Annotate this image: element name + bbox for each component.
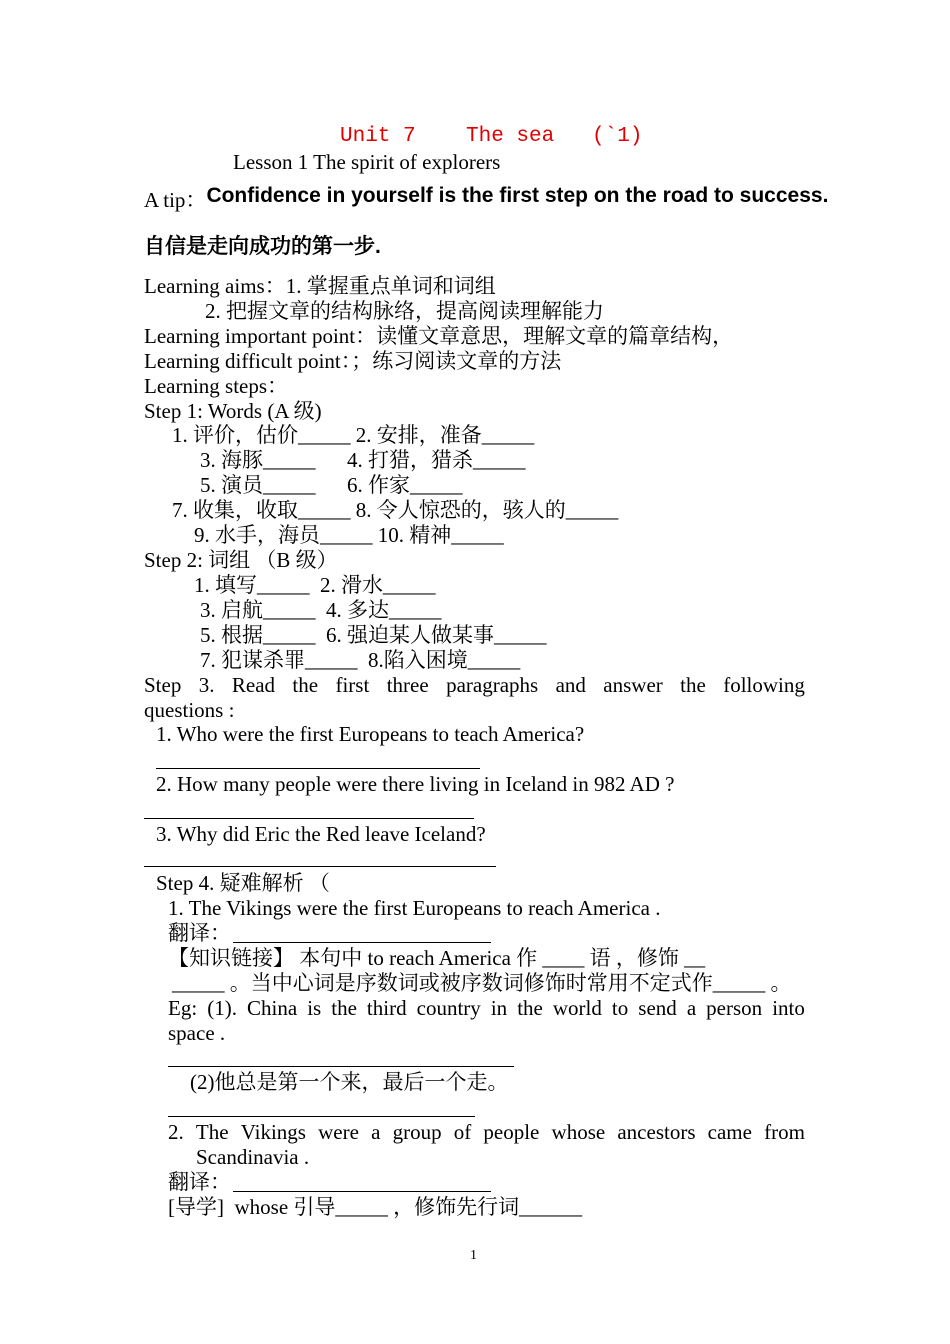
example-1 [168, 996, 805, 1021]
tip-chinese: 自信是走向成功的第一步. [144, 235, 381, 258]
item-word: 2. [168, 1120, 184, 1144]
step2-heading: Step 2: 词组 （B 级） [144, 548, 338, 572]
example-word: world [552, 996, 602, 1020]
item-word: ancestors [617, 1120, 696, 1144]
item-word: whose [551, 1120, 606, 1144]
example-word: the [517, 996, 543, 1020]
question-2: 2. How many people were there living in Iceland in 982 AD ? [156, 772, 675, 796]
step1-heading: Step 1: Words (A 级) [144, 399, 322, 423]
example-1-cont: space . [168, 1021, 226, 1045]
heading-word: Read [231, 673, 276, 697]
learning-difficult-point: Learning difficult point：；练习阅读文章的方法 [144, 349, 562, 373]
example-word: into [772, 996, 805, 1020]
heading-word: following [723, 673, 805, 697]
answer-line [144, 866, 496, 867]
example-word: (1). [207, 996, 237, 1020]
example-word: person [706, 996, 763, 1020]
learning-aims-2: 2. 把握文章的结构脉络，提高阅读理解能力 [205, 299, 604, 323]
answer-line [168, 1066, 514, 1067]
example-word: country [416, 996, 481, 1020]
translate-label: 翻译： [168, 921, 231, 945]
question-3: 3. Why did Eric the Red leave Iceland? [156, 822, 486, 846]
heading-word: answer [603, 673, 663, 697]
answer-line [233, 942, 491, 943]
heading-word: Step [144, 673, 182, 697]
learning-steps: Learning steps： [144, 374, 289, 398]
guide-line: [导学] whose 引导_____ ，修饰先行词______ [168, 1195, 583, 1219]
tip-line [144, 184, 829, 213]
example-word: a [686, 996, 697, 1020]
example-word: send [638, 996, 677, 1020]
heading-word: first [335, 673, 370, 697]
heading-word: the [292, 673, 319, 697]
lesson-title: Lesson 1 The spirit of explorers [233, 150, 501, 174]
item-word: from [764, 1120, 805, 1144]
step1-row: 9. 水手，海员_____ 10. 精神_____ [194, 523, 504, 547]
step2-row: 1. 填写_____ 2. 滑水_____ [194, 573, 436, 597]
item-word: The [195, 1120, 229, 1144]
heading-word: the [680, 673, 706, 697]
step1-row: 7. 收集，收取_____ 8. 令人惊恐的，骇人的_____ [172, 498, 619, 522]
learning-aims: Learning aims：1. 掌握重点单词和词组 [144, 274, 496, 298]
example-word: China [246, 996, 298, 1020]
item-word: people [483, 1120, 540, 1144]
step1-row: 3. 海豚_____ 4. 打猎，猎杀_____ [200, 448, 526, 472]
knowledge-link-cont: _____ 。当中心词是序数词或被序数词修饰时常用不定式作_____ 。 [172, 971, 792, 995]
example-2: (2)他总是第一个来，最后一个走。 [190, 1070, 509, 1094]
item-word: of [453, 1120, 472, 1144]
tip-quote: Confidence in yourself is the first step on the road to success. [206, 184, 829, 207]
answer-line [168, 1116, 475, 1117]
step3-heading [144, 673, 805, 698]
heading-word: and [555, 673, 586, 697]
translate-label-2: 翻译： [168, 1170, 231, 1194]
example-word: to [611, 996, 629, 1020]
example-word: is [307, 996, 322, 1020]
step4-item-1: 1. The Vikings were the first Europeans to reach America . [168, 896, 661, 920]
item-word: Vikings [240, 1120, 306, 1144]
step3-heading-cont: questions : [144, 698, 235, 722]
unit-title: Unit 7 The sea (`1) [340, 125, 643, 148]
example-word: in [490, 996, 508, 1020]
step2-row: 5. 根据_____ 6. 强迫某人做某事_____ [200, 623, 547, 647]
heading-word: three [386, 673, 429, 697]
question-1: 1. Who were the first Europeans to teach America? [156, 722, 585, 746]
example-word: third [366, 996, 407, 1020]
step4-item-2 [168, 1120, 805, 1145]
example-word: the [331, 996, 357, 1020]
step1-row: 5. 演员_____ 6. 作家_____ [200, 473, 463, 497]
answer-line [156, 768, 480, 769]
page-number: 1 [470, 1248, 477, 1263]
learning-important-point: Learning important point：读懂文章意思，理解文章的篇章结构， [144, 324, 734, 348]
step4-item-2-cont: Scandinavia . [196, 1145, 310, 1169]
step4-heading: Step 4. 疑难解析 （ [156, 871, 330, 895]
knowledge-link: 【知识链接】 本句中 to reach America 作 ____ 语 ，修饰 __ [168, 946, 706, 970]
answer-line [144, 818, 474, 819]
step2-row: 3. 启航_____ 4. 多达_____ [200, 598, 442, 622]
item-word: group [392, 1120, 442, 1144]
heading-word: 3. [198, 673, 215, 697]
step1-row: 1. 评价，估价_____ 2. 安排，准备_____ [172, 423, 535, 447]
item-word: came [707, 1120, 752, 1144]
tip-label: A tip： [144, 188, 207, 212]
item-word: were [318, 1120, 359, 1144]
example-word: Eg: [168, 996, 198, 1020]
heading-word: paragraphs [446, 673, 539, 697]
item-word: a [371, 1120, 381, 1144]
step2-row: 7. 犯谋杀罪_____ 8.陷入困境_____ [200, 648, 521, 672]
answer-line [233, 1191, 491, 1192]
